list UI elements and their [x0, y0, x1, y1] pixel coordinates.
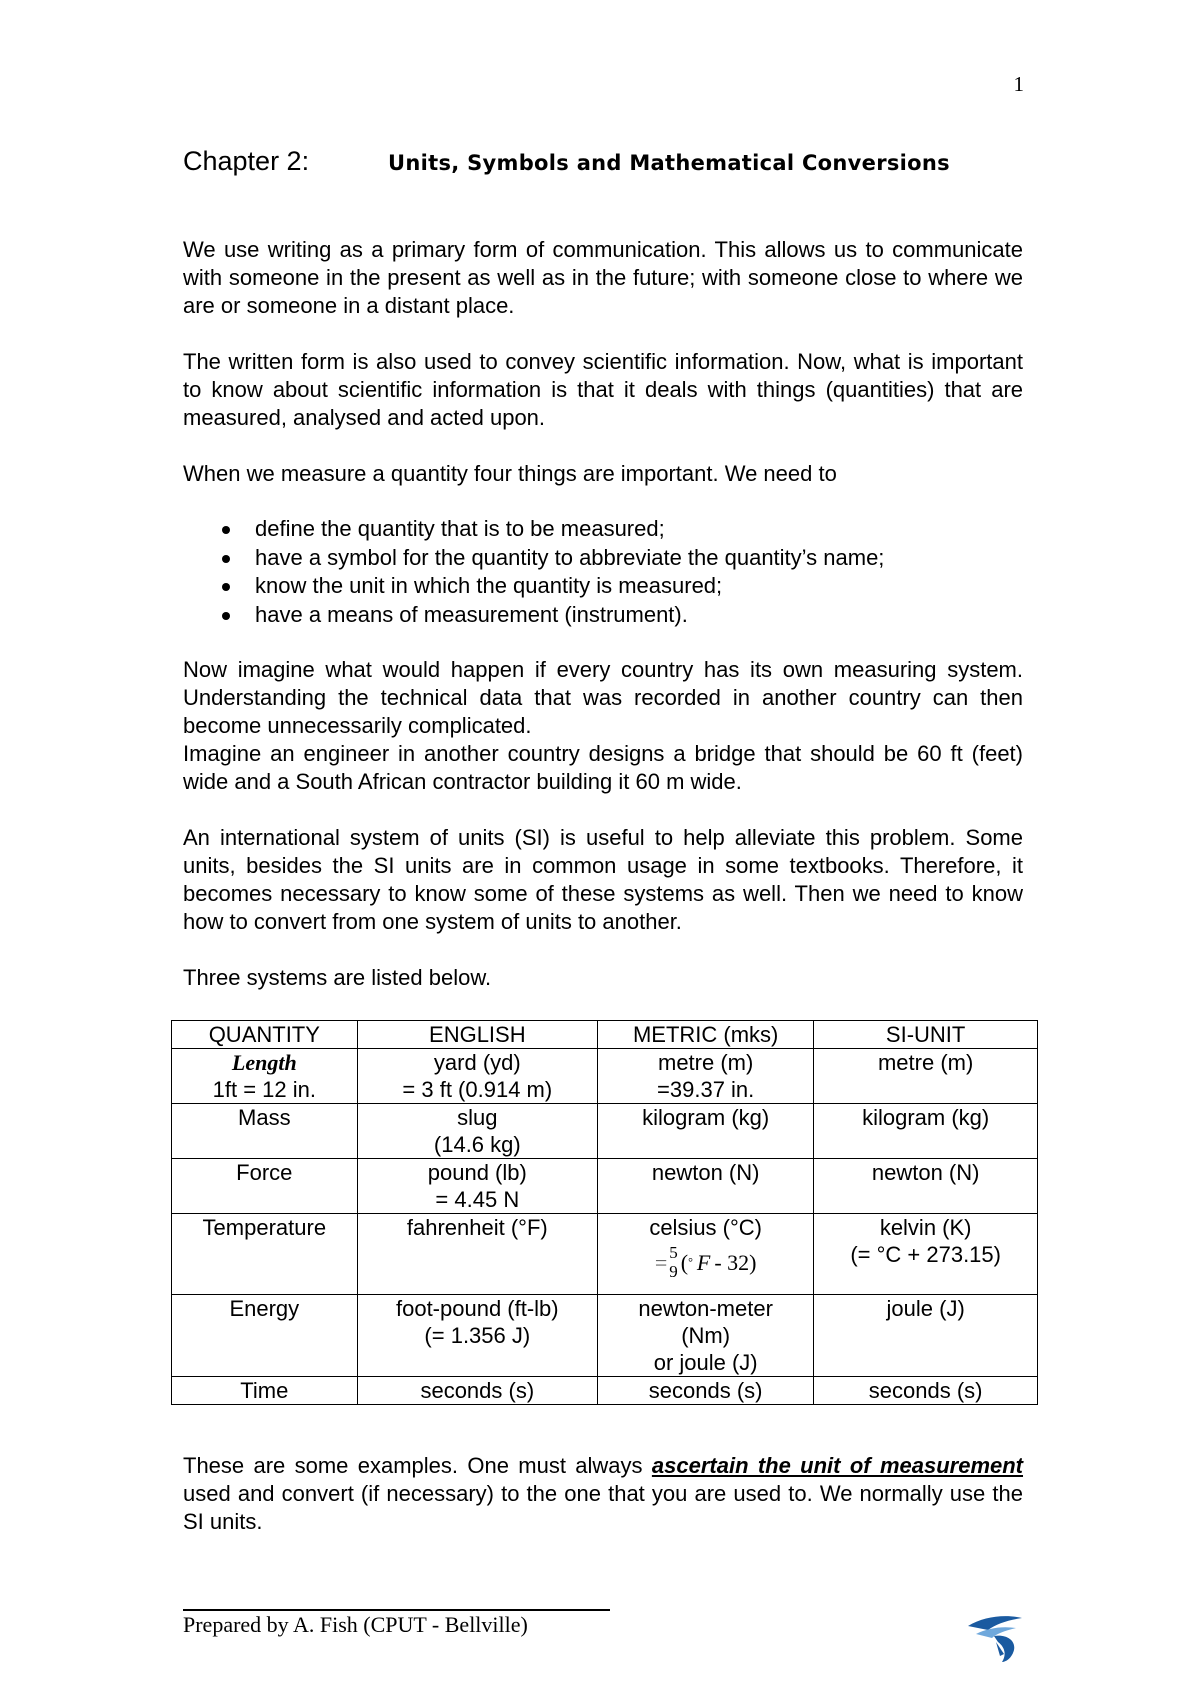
- paragraph-text: Imagine an engineer in another country designs a bridge that should be 60 ft (feet) wide and a South African contractor building it 60 m wide.: [183, 741, 1023, 794]
- cput-bird-logo-icon: [966, 1612, 1024, 1664]
- formula-variable: F: [696, 1249, 711, 1275]
- table-cell: [357, 1214, 597, 1295]
- cell-text: seconds (s): [648, 1378, 763, 1403]
- table-row: [172, 1377, 1038, 1405]
- formula-equals: =: [654, 1249, 668, 1275]
- footer-credit: Prepared by A. Fish (CPUT - Bellville): [183, 1612, 528, 1637]
- cell-text: joule (J): [886, 1296, 965, 1321]
- cell-text: yard (yd): [433, 1050, 521, 1075]
- table-cell: [598, 1214, 814, 1295]
- cell-text: seconds (s): [868, 1378, 983, 1403]
- table-cell: [814, 1049, 1038, 1104]
- header-english: ENGLISH: [357, 1021, 597, 1049]
- table-cell: [598, 1159, 814, 1214]
- cell-text: seconds (s): [420, 1378, 535, 1403]
- table-cell: [172, 1049, 358, 1104]
- header-quantity: QUANTITY: [172, 1021, 358, 1049]
- bullet-icon: [222, 526, 230, 534]
- paragraph-text: Now imagine what would happen if every country has its own measuring system. Understanding the technical data that was recorded in another country can then become unnecessarily complicated.: [183, 657, 1023, 738]
- cell-text: Temperature: [202, 1215, 327, 1240]
- table-cell: [357, 1377, 597, 1405]
- bullet-icon: [222, 583, 230, 591]
- bullet-icon: [222, 555, 230, 563]
- emphasis-text: ascertain the unit of measurement: [651, 1453, 1024, 1478]
- measurement-requirements-list: [218, 515, 1018, 629]
- table-row: [172, 1295, 1038, 1377]
- table-cell: [598, 1377, 814, 1405]
- cell-text: metre (m): [877, 1050, 974, 1075]
- list-item: know the unit in which the quantity is measured;: [218, 572, 1018, 601]
- list-item: have a means of measurement (instrument).: [218, 601, 1018, 630]
- cell-note: (14.6 kg): [433, 1132, 521, 1157]
- table-cell: [357, 1104, 597, 1159]
- table-row: [172, 1049, 1038, 1104]
- table-cell: [598, 1295, 814, 1377]
- cell-note: (= °C + 273.15): [850, 1242, 1001, 1267]
- paragraph-measuring-systems: [183, 656, 1023, 796]
- cell-text: Time: [240, 1378, 289, 1403]
- chapter-heading: [183, 146, 1023, 177]
- header-metric: METRIC (mks): [598, 1021, 814, 1049]
- cell-note: = 3 ft (0.914 m): [402, 1077, 553, 1102]
- cell-text: foot-pound (ft-lb): [395, 1296, 559, 1321]
- formula-denominator: 9: [669, 1262, 678, 1281]
- cell-text: kilogram (kg): [862, 1105, 990, 1130]
- cell-note: (= 1.356 J): [424, 1323, 531, 1348]
- table-cell: [814, 1377, 1038, 1405]
- cell-text: Energy: [229, 1296, 300, 1321]
- table-cell: [172, 1377, 358, 1405]
- paragraph-scientific-information: The written form is also used to convey scientific information. Now, what is important to know about scientific information is that it deals with things (quantities) that are measured, analysed and acted upon.: [183, 349, 1023, 430]
- table-cell: [172, 1104, 358, 1159]
- cell-text: kelvin (K): [879, 1215, 972, 1240]
- bullet-icon: [222, 612, 230, 620]
- header-si-unit: SI-UNIT: [814, 1021, 1038, 1049]
- footer-divider: [183, 1609, 610, 1611]
- cell-note: =39.37 in.: [657, 1077, 755, 1102]
- paragraph-three-systems: Three systems are listed below.: [183, 965, 492, 990]
- cell-note: (Nm): [681, 1323, 731, 1348]
- paragraph-text: These are some examples. One must always: [183, 1453, 652, 1478]
- cell-text: slug: [457, 1105, 498, 1130]
- celsius-conversion-formula: [655, 1243, 757, 1281]
- unit-systems-table: [171, 1020, 1038, 1405]
- formula-degree: °: [688, 1254, 693, 1269]
- table-cell: [814, 1295, 1038, 1377]
- cell-text: celsius (°C): [649, 1215, 763, 1240]
- cell-text: newton (N): [871, 1160, 980, 1185]
- paragraph-si-system: An international system of units (SI) is useful to help alleviate this problem. Some units, besides the SI units are in common usage in some textbooks. Therefore, it becomes necessary to know some of these systems as well. Then we need to know how to convert from one system of units to another.: [183, 825, 1023, 934]
- paragraph-examples: [183, 1452, 1023, 1536]
- formula-numerator: 5: [669, 1243, 678, 1262]
- cell-text: fahrenheit (°F): [406, 1215, 548, 1240]
- cell-text: pound (lb): [427, 1160, 527, 1185]
- table-cell: [172, 1159, 358, 1214]
- chapter-title: Units, Symbols and Mathematical Conversions: [388, 151, 950, 175]
- table-cell: [814, 1159, 1038, 1214]
- table-header-row: [172, 1021, 1038, 1049]
- paragraph-communication: We use writing as a primary form of communication. This allows us to communicate with someone in the present as well as in the future; with someone close to where we are or someone in a distant place.: [183, 237, 1023, 318]
- chapter-label: Chapter 2:: [183, 146, 310, 176]
- table-cell: [357, 1159, 597, 1214]
- cell-text: newton-meter: [638, 1296, 773, 1321]
- formula-rest: - 32: [714, 1249, 750, 1275]
- table-cell: [598, 1104, 814, 1159]
- paragraph-text: used and convert (if necessary) to the one that you are used to. We normally use the SI units.: [183, 1481, 1023, 1534]
- cell-text: newton (N): [651, 1160, 760, 1185]
- cell-text: kilogram (kg): [642, 1105, 770, 1130]
- cell-note: or joule (J): [653, 1350, 758, 1375]
- formula-close-paren: ): [749, 1249, 757, 1275]
- cell-note: = 4.45 N: [435, 1187, 520, 1212]
- formula-fraction: [669, 1243, 678, 1281]
- table-cell: [357, 1049, 597, 1104]
- table-row: [172, 1214, 1038, 1295]
- cell-text: Force: [236, 1160, 293, 1185]
- table-row: [172, 1104, 1038, 1159]
- list-item: define the quantity that is to be measured;: [218, 515, 1018, 544]
- table-row: [172, 1159, 1038, 1214]
- cell-note: 1ft = 12 in.: [212, 1077, 316, 1102]
- list-item: have a symbol for the quantity to abbreviate the quantity’s name;: [218, 544, 1018, 573]
- table-cell: [814, 1104, 1038, 1159]
- cell-text: metre (m): [658, 1050, 754, 1075]
- page-number: 1: [1013, 72, 1024, 96]
- table-cell: [357, 1295, 597, 1377]
- table-cell: [172, 1214, 358, 1295]
- formula-open-paren: (: [680, 1249, 689, 1275]
- paragraph-measure-intro: When we measure a quantity four things are important. We need to: [183, 461, 837, 486]
- cell-text: Mass: [238, 1105, 291, 1130]
- table-cell: [814, 1214, 1038, 1295]
- table-cell: [598, 1049, 814, 1104]
- table-cell: [172, 1295, 358, 1377]
- cell-text: Length: [231, 1050, 297, 1075]
